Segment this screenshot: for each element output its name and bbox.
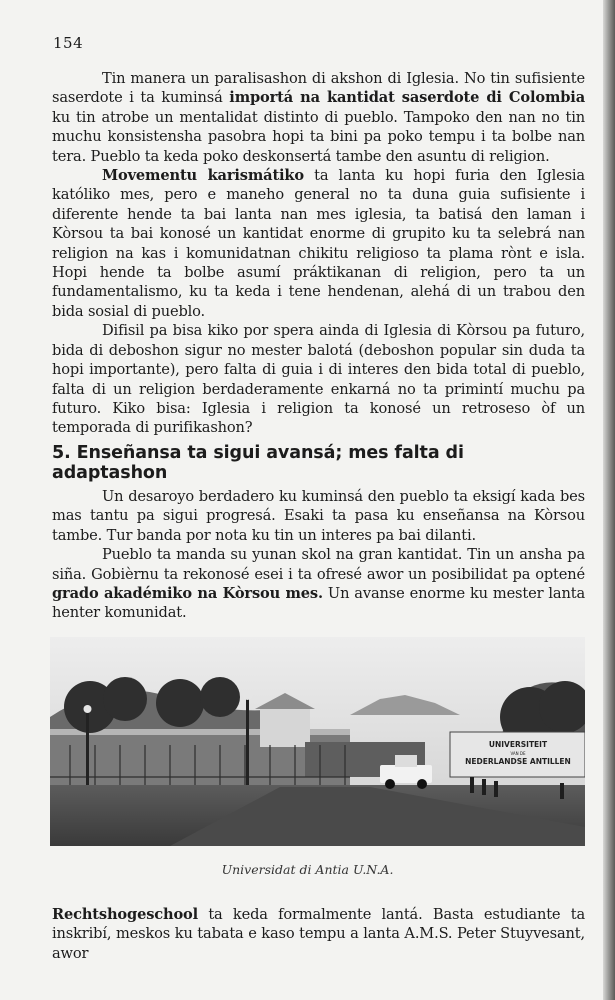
top-text-block <box>52 69 585 438</box>
sign-line2: VAN DE <box>510 751 526 756</box>
section-heading: 5. Enseñansa ta sigui avansá; mes falta di adaptashon <box>52 443 464 483</box>
paragraph-desaroyo <box>52 487 585 545</box>
bold-text-run: Rechtshogeschool <box>52 906 199 923</box>
page-edge <box>603 0 615 1000</box>
university-photo <box>50 637 585 846</box>
mid-text-block <box>52 487 585 623</box>
text-run: Difisil pa bisa kiko por spera ainda di Iglesia di Kòrsou pa futuro, bida di deboshon sigur no mester balotá (deboshon popular sin duda ta hopi importante), pero falta di guia i di interes den bida total di pueblo, falta di un religion berdaderamente enkarná no ta primintí muchu pa futuro. Kiko bisa: Iglesia i religion ta konosé un retroseso òf un temporada di purifikashon? <box>52 322 585 437</box>
text-run: Tin manera un paralisashon di akshon di Iglesia. No tin sufisiente saserdote i ta kuminsá <box>52 70 585 107</box>
paragraph-pueblo-skol <box>52 545 585 623</box>
text-run: Un avanse enorme ku mester lanta henter komunidat. <box>52 585 586 622</box>
text-run: ku tin atrobe un mentalidat distinto di pueblo. Tampoko den nan no tin muchu konsistensha pasobra hopi ta bini pa poko tempu i ta bolbe nan tera. Pueblo ta keda poko deskonsertá tambe den asuntu di religion. <box>52 108 585 165</box>
photo-caption: Universidat di Antia U.N.A. <box>221 862 394 877</box>
text-run: Un desaroyo berdadero ku kuminsá den pueblo ta eksigí kada bes mas tantu pa sigui progresá. Esaki ta pasa ku enseñansa na Kòrsou tambe. Tur banda por nota ku tin un interes pa bai dilanti. <box>52 488 585 544</box>
text-run: ta lanta ku hopi furia den Iglesia katóliko mes, pero e maneho general no ta duna guia sufisiente i diferente hende ta bai lanta nan mes iglesia, ta batisá den laman i Kòrsou ta bai konosé un kantidat enorme di grupito ku ta selebrá nan religion na kas i komunidatnan chikitu religioso ta plama rònt e isla. Hopi hende ta bolbe asumí práktikanan di religion, pero ta un fundamentalismo, ku ta keda i tene hendenan, alehá di un trabou den bida sosial di pueblo. <box>52 167 585 320</box>
bold-text-run: grado akadémiko na Kòrsou mes. <box>52 585 323 603</box>
bottom-text-block <box>52 905 585 963</box>
paragraph-rechtshogeschool <box>52 905 585 963</box>
bold-text-run: importá na kantidat saserdote di Colombia <box>229 89 585 107</box>
paragraph-futuro-iglesia <box>52 321 585 437</box>
text-run: ta keda formalmente lantá. Basta estudiante ta inskribí, meskos ku tabata e kaso tempu a lanta A.M.S. Peter Stuyvesant, awor <box>52 906 585 962</box>
paragraph-iglesia-paralisashon <box>52 69 585 166</box>
sign-line1: UNIVERSITEIT <box>488 740 548 749</box>
page-number: 154 <box>53 34 84 52</box>
sign-line3: NEDERLANDSE ANTILLEN <box>465 757 571 766</box>
paragraph-movementu-karismatiko <box>52 166 585 321</box>
text-run: Pueblo ta manda su yunan skol na gran kantidat. Tin un ansha pa siña. Gobièrnu ta rekonosé esei i ta ofresé awor un posibilidat pa optené <box>52 546 585 583</box>
bold-text-run: Movementu karismátiko <box>102 167 304 185</box>
